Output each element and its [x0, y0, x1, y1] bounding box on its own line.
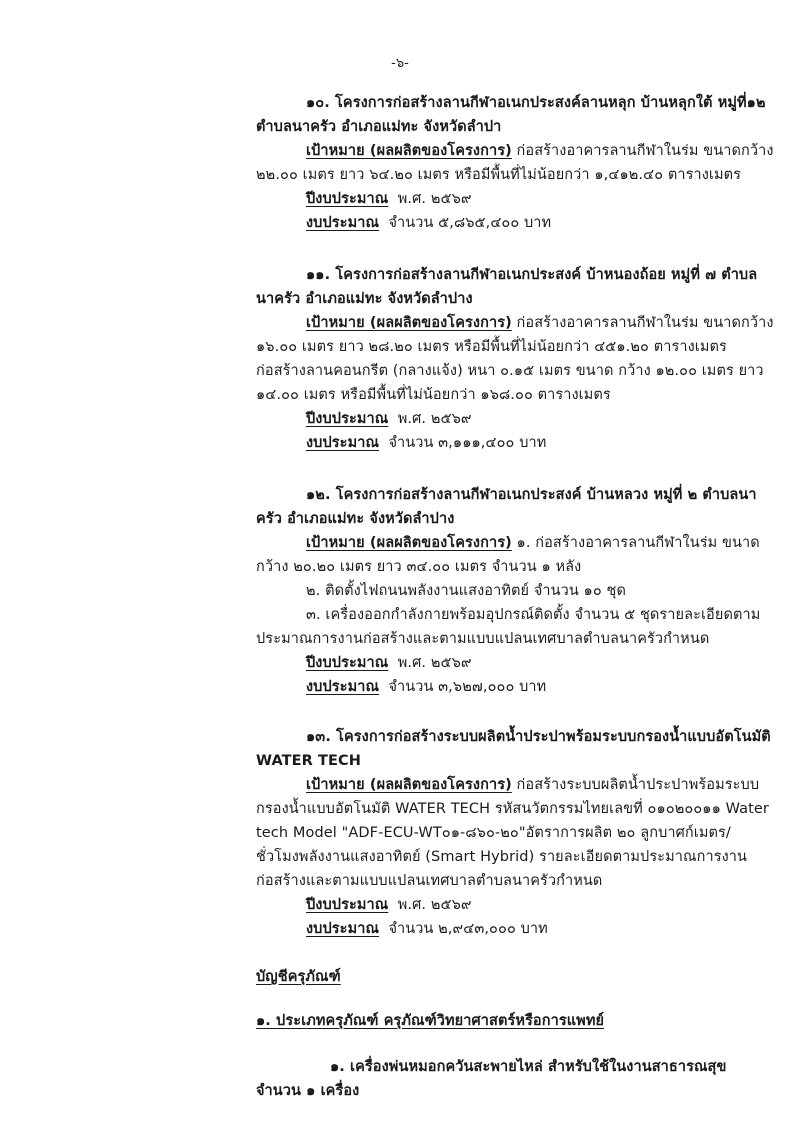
budget-value: จำนวน ๓,๑๑๑,๔๐๐ บาท: [388, 435, 547, 451]
equipment-heading: บัญชีครุภัณฑ์: [256, 969, 341, 985]
fiscal-year: [306, 895, 472, 915]
goal-text-cont: ๑๖.๐๐ เมตร ยาว ๒๘.๒๐ เมตร หรือมีพื้นที่ไม่น้อยกว่า ๔๕๑.๒๐ ตารางเมตร: [256, 339, 727, 355]
budget: [306, 213, 551, 233]
fiscal-year-value: พ.ศ. ๒๕๖๙: [397, 897, 472, 913]
goal-text-cont: ชั่วโมงพลังงานแสงอาทิตย์ (Smart Hybrid) รายละเอียดตามประมาณการงาน: [256, 849, 748, 865]
budget-label: งบประมาณ: [306, 679, 380, 695]
goal-text-cont: tech Model "ADF-ECU-WT๐๑-๘๖๐-๒๐"อัตราการผลิต ๒๐ ลูกบาศก์เมตร/: [256, 825, 731, 841]
goal-text: ก่อสร้างอาคารลานกีฬาในร่ม ขนาดกว้าง: [511, 143, 774, 159]
fiscal-year-label: ปีงบประมาณ: [306, 655, 389, 671]
goal-text-cont: ก่อสร้างลานคอนกรีต (กลางแจ้ง) หนา ๐.๑๕ เมตร ขนาด กว้าง ๑๒.๐๐ เมตร ยาว: [256, 363, 764, 379]
project-title-cont: นาครัว อำเภอแม่ทะ จังหวัดลำปาง: [256, 291, 473, 307]
budget-value: จำนวน ๕,๘๖๕,๔๐๐ บาท: [388, 215, 552, 231]
goal-line: [306, 533, 760, 553]
fiscal-year-value: พ.ศ. ๒๕๖๙: [397, 191, 472, 207]
goal-text-cont: กว้าง ๒๐.๒๐ เมตร ยาว ๓๔.๐๐ เมตร จำนวน ๑ หลัง: [256, 559, 582, 575]
page-number: -๖-: [391, 56, 409, 71]
project-title: ๑๓. โครงการก่อสร้างระบบผลิตน้ำประปาพร้อมระบบกรองน้ำแบบอัตโนมัติ: [306, 729, 771, 745]
project-title-cont: WATER TECH: [256, 753, 362, 769]
project-title: ๑๑. โครงการก่อสร้างลานกีฬาอเนกประสงค์ บ้าหนองถ้อย หมู่ที่ ๗ ตำบล: [306, 267, 758, 283]
project-title-cont: ครัว อำเภอแม่ทะ จังหวัดลำปาง: [256, 511, 455, 527]
fiscal-year: [306, 653, 472, 673]
budget: [306, 677, 546, 697]
goal-text-cont: ก่อสร้างและตามแบบแปลนเทศบาลตำบลนาครัวกำหนด: [256, 873, 603, 889]
goal-label: เป้าหมาย (ผลผลิตของโครงการ): [306, 143, 512, 159]
goal-item: ๒. ติดตั้งไฟถนนพลังงานแสงอาทิตย์ จำนวน ๑๐ ชุด: [306, 583, 626, 599]
project-title: ๑๒. โครงการก่อสร้างลานกีฬาอเนกประสงค์ บ้านหลวง หมู่ที่ ๒ ตำบลนา: [306, 487, 757, 503]
equipment-item-qty: จำนวน ๑ เครื่อง: [256, 1083, 360, 1099]
goal-line: [306, 141, 774, 161]
goal-line: [306, 775, 759, 795]
fiscal-year-label: ปีงบประมาณ: [306, 897, 389, 913]
project-title-cont: ตำบลนาครัว อำเภอแม่ทะ จังหวัดลำปา: [256, 119, 502, 135]
goal-text: ก่อสร้างระบบผลิตน้ำประปาพร้อมระบบ: [511, 777, 760, 793]
goal-text-cont: ๑๔.๐๐ เมตร หรือมีพื้นที่ไม่น้อยกว่า ๑๖๘.๐๐ ตารางเมตร: [256, 387, 611, 403]
budget-label: งบประมาณ: [306, 215, 380, 231]
budget: [306, 433, 546, 453]
budget: [306, 919, 548, 939]
budget-label: งบประมาณ: [306, 921, 380, 937]
goal-text: ก่อสร้างอาคารลานกีฬาในร่ม ขนาดกว้าง: [511, 315, 774, 331]
budget-label: งบประมาณ: [306, 435, 380, 451]
budget-value: จำนวน ๓,๖๒๗,๐๐๐ บาท: [388, 679, 547, 695]
budget-value: จำนวน ๒,๙๔๓,๐๐๐ บาท: [388, 921, 548, 937]
fiscal-year-label: ปีงบประมาณ: [306, 191, 389, 207]
goal-label: เป้าหมาย (ผลผลิตของโครงการ): [306, 535, 512, 551]
fiscal-year: [306, 189, 472, 209]
goal-text: ๑. ก่อสร้างอาคารลานกีฬาในร่ม ขนาด: [511, 535, 760, 551]
equipment-category: ๑. ประเภทครุภัณฑ์ ครุภัณฑ์วิทยาศาสตร์หรือการแพทย์: [256, 1013, 605, 1029]
goal-line: [306, 313, 774, 333]
goal-label: เป้าหมาย (ผลผลิตของโครงการ): [306, 315, 512, 331]
fiscal-year-value: พ.ศ. ๒๕๖๙: [397, 655, 472, 671]
goal-item-cont: ประมาณการงานก่อสร้างและตามแบบแปลนเทศบาลตำบลนาครัวกำหนด: [256, 631, 710, 647]
project-title: ๑๐. โครงการก่อสร้างลานกีฬาอเนกประสงค์ลานหลุก บ้านหลุกใต้ หมู่ที่๑๒: [306, 95, 766, 111]
goal-text-cont: กรองน้ำแบบอัตโนมัติ WATER TECH รหัสนวัตกรรมไทยเลขที่ ๐๑๐๒๐๐๑๑ Water: [256, 801, 769, 817]
fiscal-year-value: พ.ศ. ๒๕๖๙: [397, 411, 472, 427]
goal-item: ๓. เครื่องออกกำลังกายพร้อมอุปกรณ์ติดตั้ง จำนวน ๕ ชุดรายละเอียดตาม: [306, 607, 761, 623]
fiscal-year-label: ปีงบประมาณ: [306, 411, 389, 427]
goal-text-cont: ๒๒.๐๐ เมตร ยาว ๖๔.๒๐ เมตร หรือมีพื้นที่ไม่น้อยกว่า ๑,๔๑๒.๔๐ ตารางเมตร: [256, 167, 742, 183]
equipment-item: ๑. เครื่องพ่นหมอกควันสะพายไหล่ สำหรับใช้ในงานสาธารณสุข: [330, 1059, 727, 1075]
goal-label: เป้าหมาย (ผลผลิตของโครงการ): [306, 777, 512, 793]
fiscal-year: [306, 409, 472, 429]
